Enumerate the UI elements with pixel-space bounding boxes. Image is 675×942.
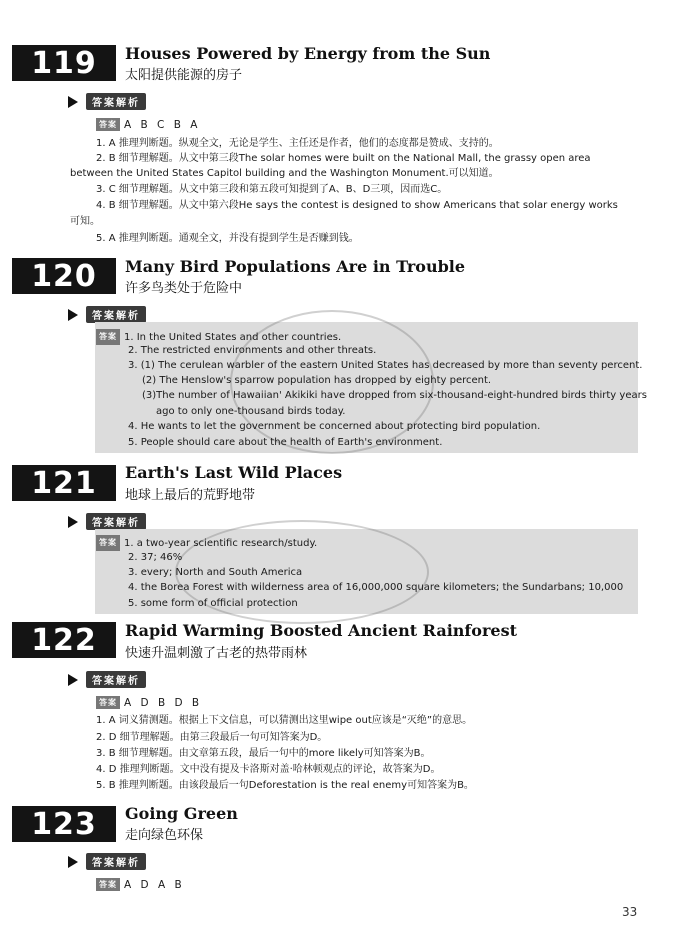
answer-header: [68, 306, 146, 323]
triangle-icon: [68, 516, 78, 528]
triangle-icon: [68, 674, 78, 686]
explanation-line: 2. B 细节理解题。从文中第三段The solar homes were built on the National Mall, the grassy open area: [96, 153, 591, 164]
answer-line: (3)The number of Hawaiian' Akikiki have dropped from six-thousand-eight-hundred birds thirty years: [142, 390, 647, 401]
answer-key-text: A B C B A: [124, 119, 201, 131]
explanation-line: 2. D 细节理解题。由第三段最后一句可知答案为D。: [96, 732, 328, 743]
triangle-icon: [68, 96, 78, 108]
section-title-en: Houses Powered by Energy from the Sun: [125, 44, 491, 63]
section-title-zh: 地球上最后的荒野地带: [125, 488, 256, 503]
answer-line: 5. People should care about the health of Earth's environment.: [128, 437, 443, 448]
answer-line: 2. 37; 46%: [128, 552, 183, 563]
key-tag: 答案: [96, 329, 120, 345]
section-number: 120: [12, 258, 116, 294]
answer-line: 答案 1. a two-year scientific research/study.: [96, 535, 317, 551]
explanation-line: 3. C 细节理解题。从文中第三段和第五段可知提到了A、B、D三项，因而选C。: [96, 184, 448, 195]
triangle-icon: [68, 309, 78, 321]
answer-key: [96, 878, 185, 891]
explanation-line: 5. A 推理判断题。通观全文，并没有提到学生是否赚到钱。: [96, 233, 359, 244]
answer-tag: 答案解析: [86, 306, 146, 323]
answer-line: 2. The restricted environments and other threats.: [128, 345, 377, 356]
answer-line: ago to only one-thousand birds today.: [156, 406, 346, 417]
section-number: 123: [12, 806, 116, 842]
answer-header: [68, 93, 146, 110]
section-title-en: Going Green: [125, 804, 238, 823]
answer-tag: 答案解析: [86, 853, 146, 870]
answer-line: 4. the Borea Forest with wilderness area of 16,000,000 square kilometers; the Sundarbans; 10,000: [128, 582, 624, 593]
key-tag: 答案: [96, 696, 120, 709]
page-number: 33: [622, 905, 638, 919]
answer-line: 3. (1) The cerulean warbler of the eastern United States has decreased by more than seventy percent.: [128, 360, 643, 371]
section-number: 119: [12, 45, 116, 81]
section-title-zh: 太阳提供能源的房子: [125, 68, 243, 83]
answer-tag: 答案解析: [86, 671, 146, 688]
explanation-line: 可知。: [70, 216, 100, 227]
section-number: 121: [12, 465, 116, 501]
answer-header: [68, 513, 146, 530]
answer-header: [68, 853, 146, 870]
explanation-line: 1. A 词义猜测题。根据上下文信息，可以猜测出这里wipe out应该是“灭绝”的意思。: [96, 715, 473, 726]
section-title-zh: 快速升温刺激了古老的热带雨林: [125, 646, 308, 661]
explanation-line: 5. B 推理判断题。由该段最后一句Deforestation is the real enemy可知答案为B。: [96, 780, 474, 791]
key-tag: 答案: [96, 878, 120, 891]
key-tag: 答案: [96, 118, 120, 131]
answer-key-text: A D B D B: [124, 697, 203, 709]
section-title-en: Rapid Warming Boosted Ancient Rainforest: [125, 621, 517, 640]
answer-line: 3. every; North and South America: [128, 567, 303, 578]
answer-line: (2) The Henslow's sparrow population has dropped by eighty percent.: [142, 375, 492, 386]
answer-tag: 答案解析: [86, 93, 146, 110]
section-number: 122: [12, 622, 116, 658]
answer-tag: 答案解析: [86, 513, 146, 530]
section-title-en: Earth's Last Wild Places: [125, 463, 343, 482]
answer-line: 4. He wants to let the government be concerned about protecting bird population.: [128, 421, 541, 432]
explanation-line: 1. A 推理判断题。纵观全文，无论是学生、主任还是作者，他们的态度都是赞成、支持的。: [96, 138, 499, 149]
section-title-zh: 走向绿色环保: [125, 828, 204, 843]
answer-key: [96, 696, 202, 709]
explanation-line: 3. B 细节理解题。由文章第五段，最后一句中的more likely可知答案为B。: [96, 748, 431, 759]
section-title-zh: 许多鸟类处于危险中: [125, 281, 243, 296]
answer-key-text: A D A B: [124, 879, 185, 891]
explanation-line: between the United States Capitol building and the Washington Monument.可以知道。: [70, 168, 499, 179]
section-title-en: Many Bird Populations Are in Trouble: [125, 257, 466, 276]
explanation-line: 4. D 推理判断题。文中没有提及卡洛斯对盖·哈林顿观点的评论，故答案为D。: [96, 764, 441, 775]
answer-key: [96, 118, 200, 131]
answer-header: [68, 671, 146, 688]
key-tag: 答案: [96, 535, 120, 551]
triangle-icon: [68, 856, 78, 868]
answer-line: 答案 1. In the United States and other countries.: [96, 329, 341, 345]
answer-line: 5. some form of official protection: [128, 598, 298, 609]
explanation-line: 4. B 细节理解题。从文中第六段He says the contest is designed to show Americans that solar energy works: [96, 200, 618, 211]
